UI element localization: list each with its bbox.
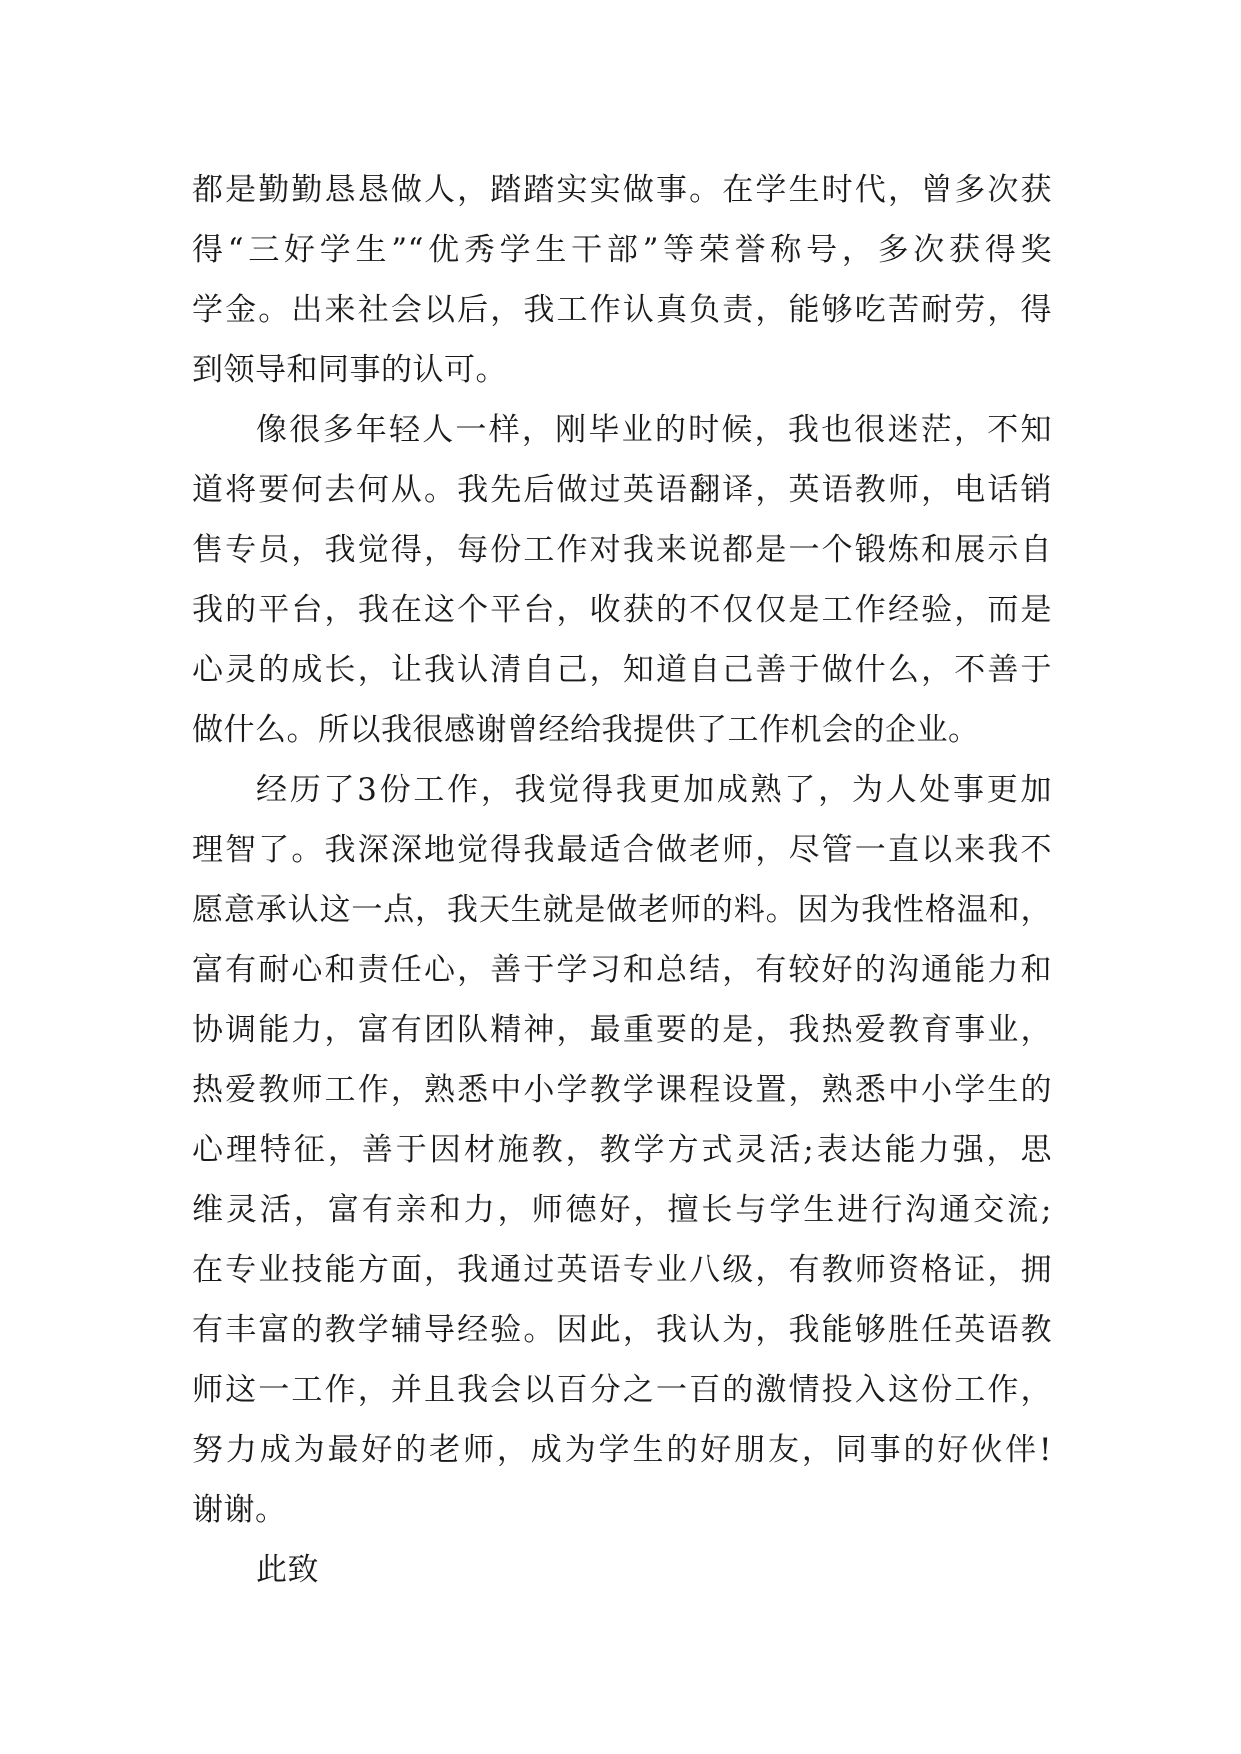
text-line: 像很多年轻人一样，刚毕业的时候，我也很迷茫，不知 — [256, 412, 1052, 448]
text-line: 都是勤勤恳恳做人，踏踏实实做事。在学生时代，曾多次获 — [192, 172, 1052, 208]
text-line: 愿意承认这一点，我天生就是做老师的料。因为我性格温和， — [192, 892, 1052, 928]
text-line: 努力成为最好的老师，成为学生的好朋友，同事的好伙伴! — [192, 1432, 1052, 1468]
text-line: 做什么。所以我很感谢曾经给我提供了工作机会的企业。 — [192, 712, 980, 748]
text-line: 我的平台，我在这个平台，收获的不仅仅是工作经验，而是 — [192, 592, 1052, 628]
text-line: 到领导和同事的认可。 — [192, 352, 507, 388]
text-line: 道将要何去何从。我先后做过英语翻译，英语教师，电话销 — [192, 472, 1052, 508]
paragraph-2 — [192, 400, 1052, 760]
text-line: 学金。出来社会以后，我工作认真负责，能够吃苦耐劳，得 — [192, 292, 1052, 328]
text-line: 富有耐心和责任心，善于学习和总结，有较好的沟通能力和 — [192, 952, 1052, 988]
closing-salutation — [192, 1540, 1052, 1600]
text-line: 师这一工作，并且我会以百分之一百的激情投入这份工作， — [192, 1372, 1052, 1408]
text-line: 维灵活，富有亲和力，师德好，擅长与学生进行沟通交流; — [192, 1192, 1052, 1228]
text-line: 心理特征，善于因材施教，教学方式灵活;表达能力强，思 — [192, 1132, 1052, 1168]
text-line: 心灵的成长，让我认清自己，知道自己善于做什么，不善于 — [192, 652, 1052, 688]
letter-body — [192, 160, 1052, 1600]
text-line: 理智了。我深深地觉得我最适合做老师，尽管一直以来我不 — [192, 832, 1052, 868]
text-line: 得“三好学生”“优秀学生干部”等荣誉称号，多次获得奖 — [192, 232, 1052, 268]
text-line: 有丰富的教学辅导经验。因此，我认为，我能够胜任英语教 — [192, 1312, 1052, 1348]
text-line: 热爱教师工作，熟悉中小学教学课程设置，熟悉中小学生的 — [192, 1072, 1052, 1108]
text-line: 谢谢。 — [192, 1492, 287, 1528]
text-line: 协调能力，富有团队精神，最重要的是，我热爱教育事业， — [192, 1012, 1052, 1048]
text-line: 经历了3份工作，我觉得我更加成熟了，为人处事更加 — [256, 772, 1052, 808]
paragraph-1 — [192, 160, 1052, 400]
text-line: 在专业技能方面，我通过英语专业八级，有教师资格证，拥 — [192, 1252, 1052, 1288]
text-line: 售专员，我觉得，每份工作对我来说都是一个锻炼和展示自 — [192, 532, 1052, 568]
paragraph-3 — [192, 760, 1052, 1540]
text-line: 此致 — [256, 1552, 319, 1588]
